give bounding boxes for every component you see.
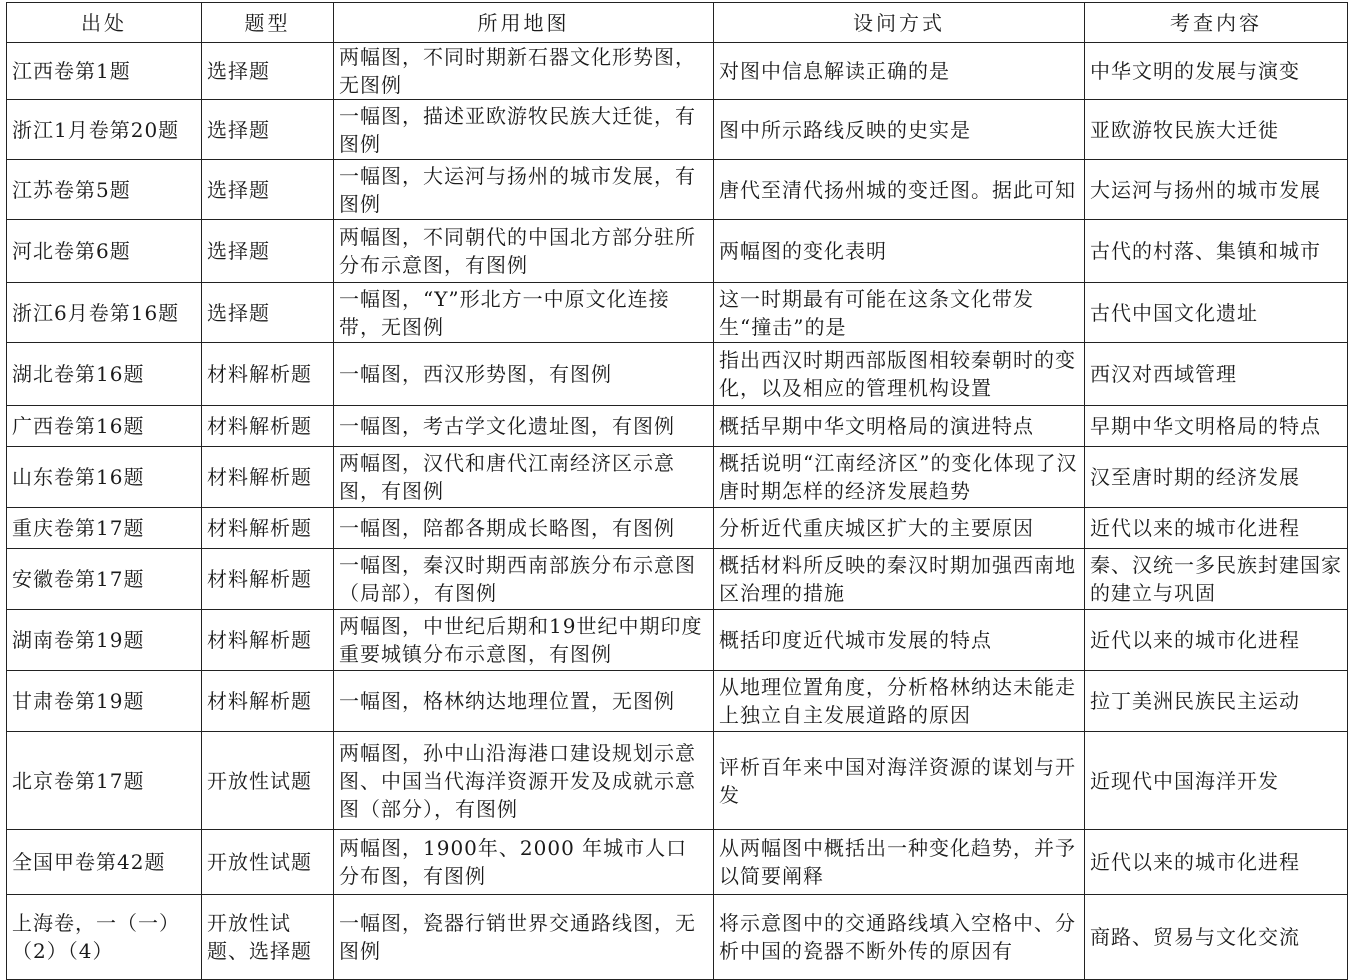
cell-source: 山东卷第16题 [7, 447, 202, 508]
cell-question: 评析百年来中国对海洋资源的谋划与开发 [714, 732, 1085, 830]
cell-question: 概括说明“江南经济区”的变化体现了汉唐时期怎样的经济发展趋势 [714, 447, 1085, 508]
table-row [7, 895, 1348, 980]
cell-map: 两幅图，不同时期新石器文化形势图，无图例 [334, 43, 714, 100]
cell-question: 概括材料所反映的秦汉时期加强西南地区治理的措施 [714, 549, 1085, 610]
cell-map: 一幅图，陪都各期成长略图，有图例 [334, 508, 714, 549]
cell-type: 材料解析题 [202, 508, 334, 549]
cell-question: 概括早期中华文明格局的演进特点 [714, 406, 1085, 447]
cell-question: 概括印度近代城市发展的特点 [714, 610, 1085, 671]
cell-source: 全国甲卷第42题 [7, 830, 202, 895]
cell-map: 一幅图，大运河与扬州的城市发展，有图例 [334, 160, 714, 220]
cell-content: 中华文明的发展与演变 [1085, 43, 1348, 100]
cell-source: 河北卷第6题 [7, 220, 202, 283]
cell-map: 一幅图，瓷器行销世界交通路线图，无图例 [334, 895, 714, 980]
cell-question: 将示意图中的交通路线填入空格中、分析中国的瓷器不断外传的原因有 [714, 895, 1085, 980]
cell-question: 这一时期最有可能在这条文化带发生“撞击”的是 [714, 283, 1085, 343]
table-row [7, 100, 1348, 160]
cell-type: 选择题 [202, 43, 334, 100]
cell-map: 一幅图，考古学文化遗址图，有图例 [334, 406, 714, 447]
cell-source: 湖北卷第16题 [7, 343, 202, 406]
cell-map: 一幅图，“Y”形北方一中原文化连接带，无图例 [334, 283, 714, 343]
cell-type: 材料解析题 [202, 343, 334, 406]
table-row [7, 343, 1348, 406]
cell-type: 选择题 [202, 283, 334, 343]
cell-content: 商路、贸易与文化交流 [1085, 895, 1348, 980]
cell-map: 两幅图，不同朝代的中国北方部分驻所分布示意图，有图例 [334, 220, 714, 283]
cell-source: 上海卷，一（一）（2）（4） [7, 895, 202, 980]
cell-content: 近现代中国海洋开发 [1085, 732, 1348, 830]
cell-question: 从地理位置角度，分析格林纳达未能走上独立自主发展道路的原因 [714, 671, 1085, 732]
header-type: 题型 [202, 3, 334, 43]
table-row [7, 549, 1348, 610]
cell-content: 近代以来的城市化进程 [1085, 830, 1348, 895]
cell-content: 古代的村落、集镇和城市 [1085, 220, 1348, 283]
cell-type: 开放性试题 [202, 732, 334, 830]
cell-type: 材料解析题 [202, 610, 334, 671]
cell-source: 浙江6月卷第16题 [7, 283, 202, 343]
cell-content: 亚欧游牧民族大迁徙 [1085, 100, 1348, 160]
table-row [7, 830, 1348, 895]
cell-type: 材料解析题 [202, 447, 334, 508]
cell-map: 两幅图，1900年、2000 年城市人口分布图，有图例 [334, 830, 714, 895]
header-question: 设问方式 [714, 3, 1085, 43]
table-row [7, 43, 1348, 100]
header-map: 所用地图 [334, 3, 714, 43]
cell-type: 选择题 [202, 160, 334, 220]
cell-map: 一幅图，西汉形势图，有图例 [334, 343, 714, 406]
cell-question: 唐代至清代扬州城的变迁图。据此可知 [714, 160, 1085, 220]
table-row [7, 447, 1348, 508]
cell-source: 湖南卷第19题 [7, 610, 202, 671]
header-source: 出处 [7, 3, 202, 43]
cell-map: 一幅图，描述亚欧游牧民族大迁徙，有图例 [334, 100, 714, 160]
cell-content: 早期中华文明格局的特点 [1085, 406, 1348, 447]
table-row [7, 220, 1348, 283]
cell-question: 两幅图的变化表明 [714, 220, 1085, 283]
table-row [7, 160, 1348, 220]
cell-source: 重庆卷第17题 [7, 508, 202, 549]
table-row [7, 610, 1348, 671]
header-content: 考查内容 [1085, 3, 1348, 43]
cell-content: 秦、汉统一多民族封建国家的建立与巩固 [1085, 549, 1348, 610]
cell-content: 大运河与扬州的城市发展 [1085, 160, 1348, 220]
cell-map: 两幅图，孙中山沿海港口建设规划示意图、中国当代海洋资源开发及成就示意图（部分），有图例 [334, 732, 714, 830]
table-row [7, 406, 1348, 447]
cell-question: 指出西汉时期西部版图相较秦朝时的变化，以及相应的管理机构设置 [714, 343, 1085, 406]
table-row [7, 508, 1348, 549]
cell-source: 广西卷第16题 [7, 406, 202, 447]
cell-map: 两幅图，中世纪后期和19世纪中期印度重要城镇分布示意图，有图例 [334, 610, 714, 671]
cell-question: 图中所示路线反映的史实是 [714, 100, 1085, 160]
header-row [7, 3, 1348, 43]
exam-map-table [6, 2, 1348, 980]
cell-type: 材料解析题 [202, 406, 334, 447]
table-row [7, 732, 1348, 830]
cell-question: 从两幅图中概括出一种变化趋势，并予以简要阐释 [714, 830, 1085, 895]
cell-content: 拉丁美洲民族民主运动 [1085, 671, 1348, 732]
cell-map: 一幅图，格林纳达地理位置，无图例 [334, 671, 714, 732]
cell-content: 近代以来的城市化进程 [1085, 610, 1348, 671]
cell-content: 西汉对西域管理 [1085, 343, 1348, 406]
cell-content: 古代中国文化遗址 [1085, 283, 1348, 343]
table-row [7, 671, 1348, 732]
cell-source: 北京卷第17题 [7, 732, 202, 830]
cell-type: 选择题 [202, 220, 334, 283]
cell-source: 江西卷第1题 [7, 43, 202, 100]
cell-question: 分析近代重庆城区扩大的主要原因 [714, 508, 1085, 549]
cell-type: 开放性试题、选择题 [202, 895, 334, 980]
cell-question: 对图中信息解读正确的是 [714, 43, 1085, 100]
cell-content: 汉至唐时期的经济发展 [1085, 447, 1348, 508]
cell-source: 安徽卷第17题 [7, 549, 202, 610]
cell-type: 材料解析题 [202, 671, 334, 732]
cell-source: 甘肃卷第19题 [7, 671, 202, 732]
cell-source: 浙江1月卷第20题 [7, 100, 202, 160]
cell-map: 一幅图，秦汉时期西南部族分布示意图（局部），有图例 [334, 549, 714, 610]
cell-content: 近代以来的城市化进程 [1085, 508, 1348, 549]
cell-type: 材料解析题 [202, 549, 334, 610]
cell-source: 江苏卷第5题 [7, 160, 202, 220]
cell-type: 选择题 [202, 100, 334, 160]
cell-type: 开放性试题 [202, 830, 334, 895]
table-row [7, 283, 1348, 343]
cell-map: 两幅图，汉代和唐代江南经济区示意图，有图例 [334, 447, 714, 508]
